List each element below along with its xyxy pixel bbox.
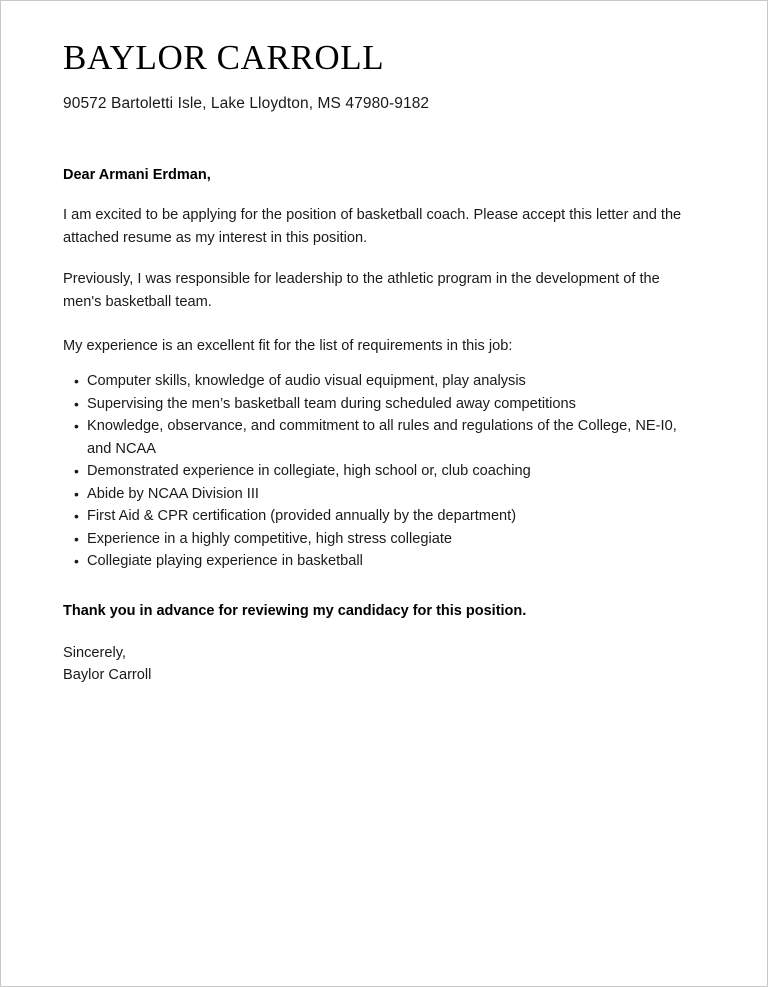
requirements-intro: My experience is an excellent fit for the list of requirements in this job: bbox=[63, 338, 513, 354]
list-item: • Supervising the men’s basketball team during scheduled away competitions bbox=[63, 393, 695, 416]
salutation: Dear Armani Erdman, bbox=[63, 167, 211, 183]
body-paragraph-2: Previously, I was responsible for leadership to the athletic program in the development of the men's basketball team. bbox=[63, 271, 660, 310]
list-item: • Demonstrated experience in collegiate, high school or, club coaching bbox=[63, 460, 695, 483]
closing-block bbox=[63, 642, 695, 686]
list-item: • Abide by NCAA Division III bbox=[63, 483, 695, 506]
list-item: • Collegiate playing experience in basketball bbox=[63, 550, 695, 573]
list-item: • Knowledge, observance, and commitment to all rules and regulations of the College, NE-I0, and NCAA bbox=[63, 415, 695, 460]
valediction: Sincerely, bbox=[63, 644, 126, 661]
signature-name: Baylor Carroll bbox=[63, 666, 152, 683]
cover-letter-body bbox=[63, 37, 695, 686]
list-item: • First Aid & CPR certification (provided annually by the department) bbox=[63, 505, 695, 528]
thank-you-line: Thank you in advance for reviewing my candidacy for this position. bbox=[63, 602, 527, 619]
sender-address: 90572 Bartoletti Isle, Lake Lloydton, MS 47980-9182 bbox=[63, 95, 430, 112]
list-item: • Experience in a highly competitive, high stress collegiate bbox=[63, 528, 695, 551]
body-paragraph-1: I am excited to be applying for the position of basketball coach. Please accept this letter and the attached resume as my interest in this position. bbox=[63, 207, 682, 246]
list-item: • Computer skills, knowledge of audio visual equipment, play analysis bbox=[63, 370, 695, 393]
sender-name-heading: BAYLOR CARROLL bbox=[63, 38, 385, 77]
requirements-list bbox=[63, 370, 695, 573]
